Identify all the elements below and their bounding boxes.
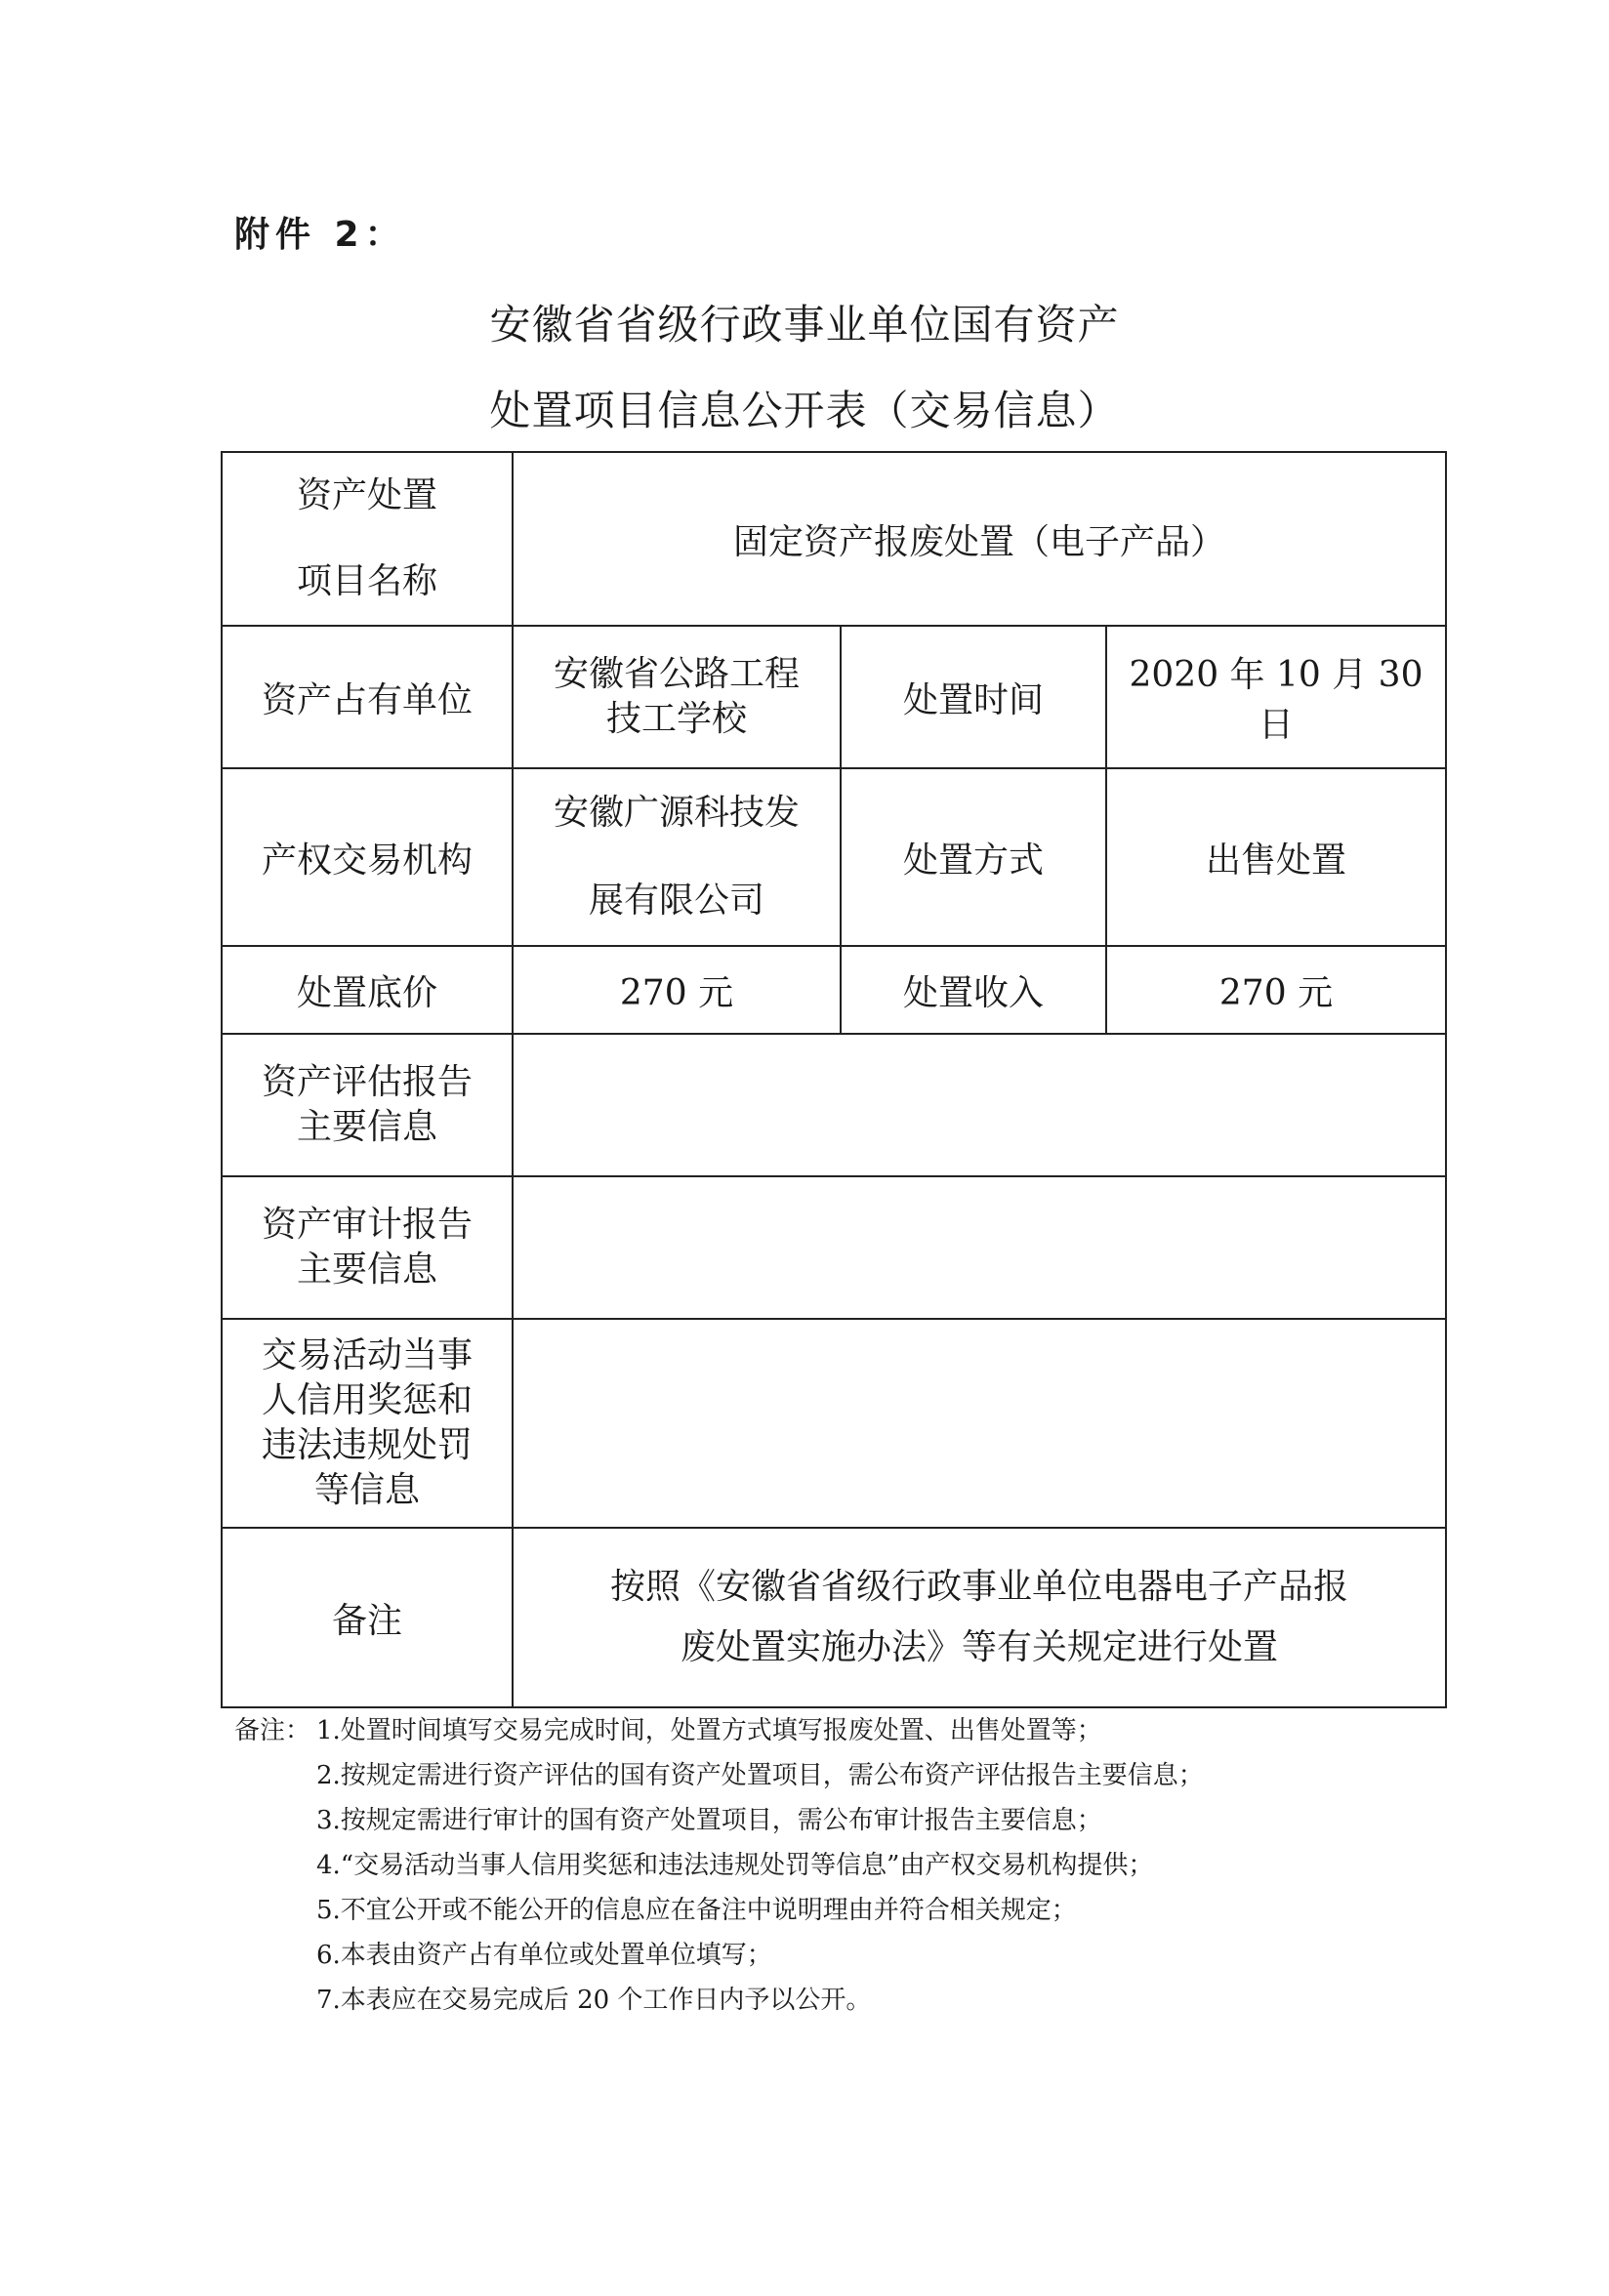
evaluation-label-line-1: 资产评估报告 bbox=[261, 1062, 473, 1102]
base-price-value: 270 元 bbox=[513, 946, 841, 1034]
project-name-label bbox=[222, 452, 513, 626]
credit-value bbox=[513, 1319, 1446, 1528]
owner-value-line-2: 技工学校 bbox=[605, 699, 747, 739]
agency-label: 产权交易机构 bbox=[222, 768, 513, 946]
evaluation-label bbox=[222, 1034, 513, 1176]
footnote-item-1 bbox=[234, 1708, 1204, 1753]
attachment-label: 附件 2： bbox=[234, 215, 406, 255]
audit-label-line-2: 主要信息 bbox=[296, 1250, 437, 1290]
agency-value bbox=[513, 768, 841, 946]
footnote-item-6: 6.本表由资产占有单位或处置单位填写； bbox=[316, 1941, 772, 1970]
credit-label-line-4: 等信息 bbox=[313, 1470, 420, 1510]
owner-value bbox=[513, 626, 841, 768]
row-credit bbox=[222, 1319, 1446, 1528]
owner-label: 资产占有单位 bbox=[222, 626, 513, 768]
evaluation-label-line-2: 主要信息 bbox=[296, 1107, 437, 1147]
document-title-line-2: 处置项目信息公开表（交易信息） bbox=[489, 387, 1120, 434]
remark-label: 备注 bbox=[222, 1528, 513, 1707]
time-value: 2020 年 10 月 30 日 bbox=[1106, 626, 1446, 768]
project-name-label-line-1: 资产处置 bbox=[296, 475, 437, 515]
row-project-name bbox=[222, 452, 1446, 626]
disposal-info-table bbox=[221, 451, 1447, 1708]
owner-value-line-1: 安徽省公路工程 bbox=[553, 654, 800, 694]
remark-value bbox=[513, 1528, 1446, 1707]
base-price-label: 处置底价 bbox=[222, 946, 513, 1034]
method-value: 出售处置 bbox=[1106, 768, 1446, 946]
remark-value-line-2: 废处置实施办法》等有关规定进行处置 bbox=[680, 1627, 1278, 1667]
credit-label bbox=[222, 1319, 513, 1528]
agency-value-line-1: 安徽广源科技发 bbox=[553, 793, 800, 833]
row-audit bbox=[222, 1176, 1446, 1319]
agency-value-line-2: 展有限公司 bbox=[588, 881, 764, 921]
row-remark bbox=[222, 1528, 1446, 1707]
audit-label-line-1: 资产审计报告 bbox=[261, 1205, 473, 1245]
project-name-label-line-2: 项目名称 bbox=[296, 561, 437, 601]
audit-label bbox=[222, 1176, 513, 1319]
row-owner bbox=[222, 626, 1446, 768]
evaluation-value bbox=[513, 1034, 1446, 1176]
credit-label-line-1: 交易活动当事 bbox=[261, 1335, 473, 1375]
credit-label-line-3: 违法违规处罚 bbox=[261, 1425, 473, 1465]
row-price bbox=[222, 946, 1446, 1034]
footnote-prefix: 备注： bbox=[234, 1716, 311, 1745]
footnote-item-7: 7.本表应在交易完成后 20 个工作日内予以公开。 bbox=[316, 1986, 872, 2015]
row-evaluation bbox=[222, 1034, 1446, 1176]
audit-value bbox=[513, 1176, 1446, 1319]
footnote-item-5: 5.不宜公开或不能公开的信息应在备注中说明理由并符合相关规定； bbox=[316, 1896, 1077, 1925]
row-agency bbox=[222, 768, 1446, 946]
project-name-value: 固定资产报废处置（电子产品） bbox=[513, 452, 1446, 626]
time-label: 处置时间 bbox=[841, 626, 1106, 768]
method-label: 处置方式 bbox=[841, 768, 1106, 946]
footnote-item-2: 2.按规定需进行资产评估的国有资产处置项目，需公布资产评估报告主要信息； bbox=[316, 1761, 1204, 1790]
income-value: 270 元 bbox=[1106, 946, 1446, 1034]
credit-label-line-2: 人信用奖惩和 bbox=[261, 1380, 473, 1420]
footnote-item-3: 3.按规定需进行审计的国有资产处置项目，需公布审计报告主要信息； bbox=[316, 1806, 1102, 1835]
footnote-text-1: 1.处置时间填写交易完成时间，处置方式填写报废处置、出售处置等； bbox=[316, 1716, 1102, 1745]
footnotes bbox=[234, 1708, 1204, 2023]
income-label: 处置收入 bbox=[841, 946, 1106, 1034]
remark-value-line-1: 按照《安徽省省级行政事业单位电器电子产品报 bbox=[609, 1567, 1348, 1607]
document-title-line-1: 安徽省省级行政事业单位国有资产 bbox=[489, 301, 1120, 348]
footnote-item-4: 4.“交易活动当事人信用奖惩和违法违规处罚等信息”由产权交易机构提供； bbox=[316, 1851, 1154, 1880]
